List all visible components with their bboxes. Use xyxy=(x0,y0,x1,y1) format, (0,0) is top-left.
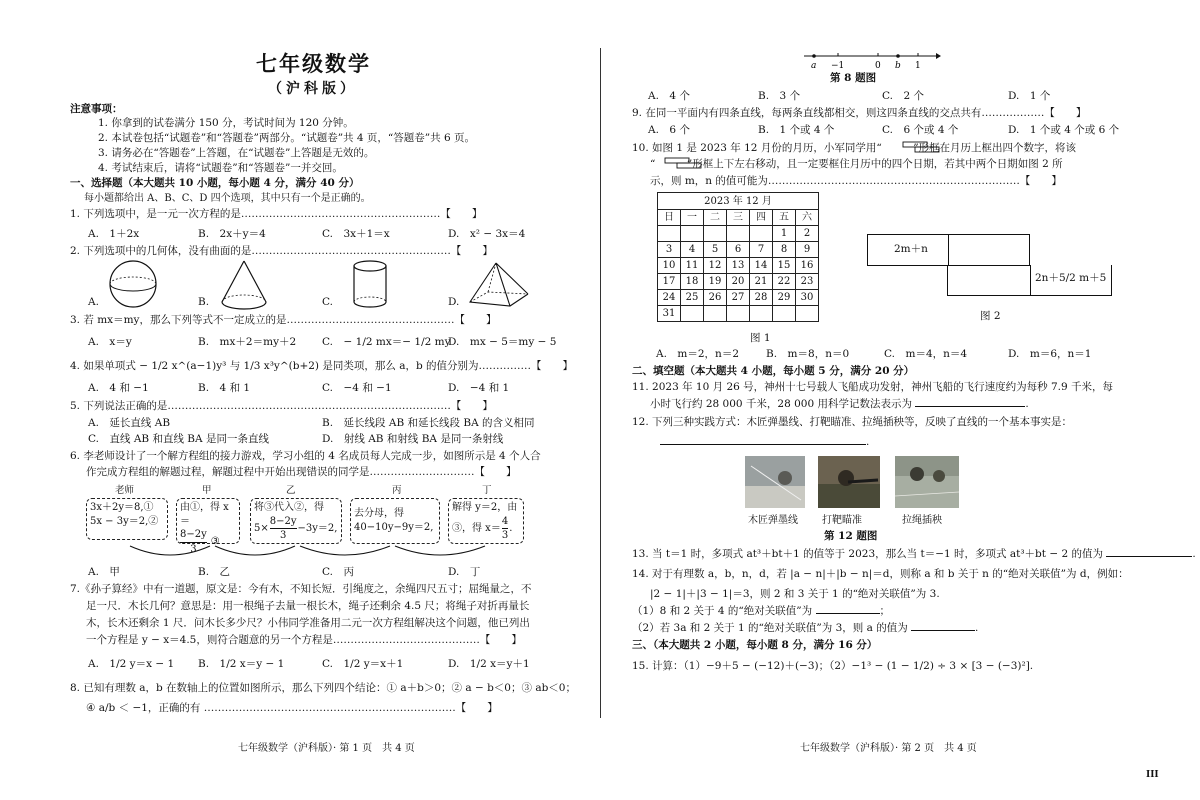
relay-arcs xyxy=(120,542,520,564)
q9-option-c: C. 6 个或 4 个 xyxy=(882,124,959,136)
teacher-eq-1: 3x＋2y＝8,① xyxy=(90,502,154,513)
q5-option-b: B. 延长线段 AB 和延长线段 BA 的含义相同 xyxy=(322,417,535,429)
bing-box xyxy=(350,498,440,544)
calendar-day: 10 xyxy=(658,258,681,274)
section-2-heading: 二、填空题（本大题共 4 小题，每小题 5 分，满分 20 分） xyxy=(632,365,915,377)
q1-option-a: A. 1＋2x xyxy=(88,228,140,240)
yi-factor: 5× xyxy=(254,522,269,534)
nl-label-minus1: −1 xyxy=(831,61,845,70)
calendar-day: 15 xyxy=(773,258,796,274)
teacher-box xyxy=(86,498,168,540)
calendar-day: 13 xyxy=(727,258,750,274)
q4-option-b: B. 4 和 1 xyxy=(198,382,251,394)
weekday: 一 xyxy=(681,210,704,226)
frame-shape-icon-2 xyxy=(664,157,704,169)
calendar-day xyxy=(681,226,704,242)
q2-option-b: B. xyxy=(198,296,210,308)
question-14-part-1: （1）8 和 2 关于 4 的“绝对关联值”为 ； xyxy=(632,605,890,617)
teacher-eq-2: 5x − 3y＝2,② xyxy=(90,515,159,527)
q11-answer-blank[interactable] xyxy=(915,406,1025,407)
fig2-cell-bottom-right xyxy=(1029,265,1112,296)
q2-option-a: A. xyxy=(88,296,99,308)
calendar-day xyxy=(727,226,750,242)
calendar-day: 26 xyxy=(704,290,727,306)
notice-4: 4. 考试结束后，请将“试题卷”和“答题卷”一并交回。 xyxy=(98,162,343,174)
question-11-line-2: 小时飞行约 28 000 千米，28 000 用科学记数法表示为 . xyxy=(650,398,1029,410)
calendar-day: 4 xyxy=(681,242,704,258)
calendar-week-row xyxy=(658,242,819,258)
calendar-day: 1 xyxy=(773,226,796,242)
q10-option-b: B. m＝8，n＝0 xyxy=(766,348,850,360)
ding-box xyxy=(448,498,524,544)
q7-option-a: A. 1/2 y＝x − 1 xyxy=(88,658,175,670)
label-jia: 甲 xyxy=(202,485,212,496)
calendar-day xyxy=(681,306,704,322)
q7-option-b: B. 1/2 x＝y − 1 xyxy=(198,658,285,670)
q10-option-c: C. m＝4，n＝4 xyxy=(884,348,968,360)
q4-option-d: D. −4 和 1 xyxy=(448,382,510,394)
q3-option-b: B. mx＋2＝my＋2 xyxy=(198,336,297,348)
yi-box xyxy=(250,498,342,544)
q6-option-d: D. 丁 xyxy=(448,566,481,578)
q9-option-b: B. 1 个或 4 个 xyxy=(758,124,835,136)
label-bing: 丙 xyxy=(392,485,402,496)
calendar-day: 21 xyxy=(750,274,773,290)
question-14-part-2: （2）若 3a 和 2 关于 1 的“绝对关联值”为 3，则 a 的值为 . xyxy=(632,622,979,634)
fig-8-caption: 第 8 题图 xyxy=(830,72,877,84)
q14-part-1-blank[interactable] xyxy=(816,613,880,614)
calendar-day xyxy=(704,226,727,242)
calendar-day xyxy=(727,306,750,322)
calendar-day: 9 xyxy=(796,242,819,258)
calendar-day: 23 xyxy=(796,274,819,290)
bing-eq: 40−10y−9y＝2, xyxy=(354,521,434,533)
label-yi: 乙 xyxy=(286,485,296,496)
calendar-day: 14 xyxy=(750,258,773,274)
notice-3: 3. 请务必在“答题卷”上答题，在“试题卷”上答题是无效的。 xyxy=(98,147,375,159)
q3-option-c: C. − 1/2 mx＝− 1/2 my xyxy=(322,336,451,348)
fig-1-caption: 图 1 xyxy=(750,332,771,344)
q10-option-d: D. m＝6，n＝1 xyxy=(1008,348,1092,360)
frame-shape-icon xyxy=(902,141,942,153)
q9-option-a: A. 6 个 xyxy=(648,124,690,136)
calendar-december-2023 xyxy=(657,192,819,322)
section-3-heading: 三、（本大题共 2 小题，每小题 8 分，满分 16 分） xyxy=(632,639,878,651)
exam-title: 七年级数学 xyxy=(256,51,371,76)
yi-tail: −3y＝2, xyxy=(297,522,338,534)
label-ding: 丁 xyxy=(482,485,492,496)
fig2-cell-top-left xyxy=(867,234,949,266)
photo-carpenter-line xyxy=(745,456,805,508)
q12-answer-blank-row: . xyxy=(660,436,869,450)
weekday: 六 xyxy=(796,210,819,226)
fig2-cell-top-right xyxy=(947,234,1030,266)
exam-subtitle: （沪科版） xyxy=(268,81,358,97)
question-7-line-4: 一个方程是 y − x＝4.5，则符合题意的另一个方程是……………………………………【 】 xyxy=(86,634,522,646)
section-1-hint: 每小题都给出 A、B、C、D 四个选项，其中只有一个是正确的。 xyxy=(84,193,371,204)
fig-12-caption: 第 12 题图 xyxy=(824,530,878,542)
q6-option-a: A. 甲 xyxy=(88,566,120,578)
q5-option-c: C. 直线 AB 和直线 BA 是同一条直线 xyxy=(88,433,269,445)
ding-numerator: 4 xyxy=(502,515,508,530)
ding-result: ③，得 x＝ xyxy=(452,522,501,534)
question-7-line-2: 足一尺．木长几何？意思是：用一根绳子去量一根长木，绳子还剩余 4.5 尺；将绳子对折再量长 xyxy=(86,600,530,612)
page-divider xyxy=(600,48,601,718)
q8-option-c: C. 2 个 xyxy=(882,90,925,102)
calendar-day: 2 xyxy=(796,226,819,242)
calendar-day: 28 xyxy=(750,290,773,306)
nl-label-a: a xyxy=(811,61,817,70)
photo-caption-3: 拉绳插秧 xyxy=(902,515,942,526)
question-4: 4. 如果单项式 − 1/2 x^(a−1)y³ 与 1/3 x³y^(b+2) 是同类项，那么 a，b 的值分别为……………【 】 xyxy=(70,360,574,372)
q2-option-d: D. xyxy=(448,296,460,308)
q8-option-d: D. 1 个 xyxy=(1008,90,1051,102)
q13-answer-blank[interactable] xyxy=(1106,556,1192,557)
yi-step-text: 将③代入②，得 xyxy=(254,502,324,513)
ding-denominator: 3 xyxy=(501,530,509,541)
weekday: 日 xyxy=(658,210,681,226)
calendar-week-row xyxy=(658,226,819,242)
calendar-days xyxy=(658,226,819,322)
question-10-line-2: “ ”形框上下左右移动，且一定要框住月历中的四个日期，若其中两个日期如图 2 所 xyxy=(650,158,1063,170)
calendar-week-row xyxy=(658,306,819,322)
question-10-line-3: 示，则 m，n 的值可能为………………………………………………………………【 】 xyxy=(650,175,1062,187)
calendar-day: 5 xyxy=(704,242,727,258)
label-teacher: 老师 xyxy=(115,485,135,496)
yi-denominator: 3 xyxy=(279,530,287,541)
fig2-expression-2: 2n＋5/2 m＋5 xyxy=(1035,272,1107,284)
fig-2-caption: 图 2 xyxy=(980,310,1001,322)
calendar-day: 8 xyxy=(773,242,796,258)
q14-part-2-text: （2）若 3a 和 2 关于 1 的“绝对关联值”为 3，则 a 的值为 xyxy=(632,622,908,634)
calendar-title: 2023 年 12 月 xyxy=(658,193,819,210)
calendar-day: 3 xyxy=(658,242,681,258)
calendar-day xyxy=(773,306,796,322)
q9-option-d: D. 1 个或 4 个或 6 个 xyxy=(1008,124,1120,136)
calendar-day: 30 xyxy=(796,290,819,306)
q5-option-a: A. 延长直线 AB xyxy=(88,417,171,429)
weekday: 五 xyxy=(773,210,796,226)
question-8-line-1: 8. 已知有理数 a，b 在数轴上的位置如图所示，那么下列四个结论：① a＋b＞0；② a − b＜0；③ ab＜0； xyxy=(70,682,576,694)
question-5: 5. 下列说法正确的是………………………………………………………………………【 】 xyxy=(70,400,493,412)
nl-label-1: 1 xyxy=(915,61,921,70)
q6-option-c: C. 丙 xyxy=(322,566,354,578)
jia-box xyxy=(176,498,240,555)
calendar-day: 20 xyxy=(727,274,750,290)
notice-2: 2. 本试卷包括“试题卷”和“答题卷”两部分。“试题卷”共 4 页，“答题卷”共 6 页。 xyxy=(98,132,476,144)
nl-label-0: 0 xyxy=(875,61,881,70)
jia-step-text: 由①，得 x＝ xyxy=(180,502,229,527)
photo-target-aiming xyxy=(818,456,880,508)
q7-option-d: D. 1/2 x＝y＋1 xyxy=(448,658,530,670)
question-2: 2. 下列选项中的几何体，没有曲面的是…………………………………………………【 】 xyxy=(70,245,493,257)
jia-denominator: 3 xyxy=(190,543,197,555)
q1-option-d: D. x² − 3x＝4 xyxy=(448,228,526,240)
question-15: 15. 计算：（1）−9＋5 − (−12)＋(−3)；（2）−1³ − (1 − 1/2) ÷ 3 × [3 − (−3)²]. xyxy=(632,660,1034,672)
notice-1: 1. 你拿到的试卷满分 150 分，考试时间为 120 分钟。 xyxy=(98,117,354,129)
calendar-day: 16 xyxy=(796,258,819,274)
q4-option-c: C. −4 和 −1 xyxy=(322,382,392,394)
calendar-day: 7 xyxy=(750,242,773,258)
calendar-day: 12 xyxy=(704,258,727,274)
number-line xyxy=(802,48,942,70)
calendar-day: 22 xyxy=(773,274,796,290)
photo-caption-2: 打靶瞄准 xyxy=(822,515,862,526)
question-9: 9. 在同一平面内有四条直线，每两条直线都相交，则这四条直线的交点共有………………【 】 xyxy=(632,107,1087,119)
nl-label-b: b xyxy=(895,61,901,70)
yi-numerator: 8−2y xyxy=(270,515,297,530)
q12-answer-blank[interactable] xyxy=(660,444,866,445)
q14-part-2-blank[interactable] xyxy=(911,630,975,631)
question-6-line-2: 作完成方程组的解题过程，解题过程中开始出现错误的同学是…………………………【 】 xyxy=(86,466,517,478)
calendar-day xyxy=(750,226,773,242)
notice-heading: 注意事项： xyxy=(70,103,123,115)
calendar-day xyxy=(796,306,819,322)
weekday: 三 xyxy=(727,210,750,226)
q11-text: 小时飞行约 28 000 千米，28 000 用科学记数法表示为 xyxy=(650,398,912,410)
calendar-day xyxy=(704,306,727,322)
pyramid-figure xyxy=(466,260,532,310)
sphere-figure xyxy=(108,258,158,310)
cylinder-figure xyxy=(350,258,390,312)
corner-mark: III xyxy=(1146,770,1159,780)
calendar-week-row xyxy=(658,290,819,306)
calendar-day: 18 xyxy=(681,274,704,290)
calendar-day: 27 xyxy=(727,290,750,306)
jia-label: ③ xyxy=(210,536,220,548)
calendar-day: 31 xyxy=(658,306,681,322)
page-2-footer: 七年级数学（沪科版）· 第 2 页 共 4 页 xyxy=(800,743,977,754)
photo-rope-planting xyxy=(895,456,959,508)
calendar-day: 25 xyxy=(681,290,704,306)
calendar-day: 17 xyxy=(658,274,681,290)
calendar-week-row xyxy=(658,258,819,274)
q4-option-a: A. 4 和 −1 xyxy=(88,382,149,394)
weekday: 四 xyxy=(750,210,773,226)
question-13: 13. 当 t＝1 时，多项式 at³＋bt＋1 的值等于 2023，那么当 t＝−1 时，多项式 at³＋bt − 2 的值为 . xyxy=(632,548,1196,560)
cone-figure xyxy=(218,258,270,312)
question-14-line-2: |2 − 1|＋|3 − 1|＝3，则 2 和 3 关于 1 的“绝对关联值”为 3. xyxy=(650,588,940,600)
calendar-day xyxy=(658,226,681,242)
exam-page-2 xyxy=(602,0,1200,800)
question-7-line-3: 木，长木还剩余 1 尺．问木长多少尺？小伟同学准备用二元一次方程组解决这个问题，他已列出 xyxy=(86,617,530,629)
question-14-line-1: 14. 对于有理数 a，b，n，d，若 |a − n|＋|b − n|＝d，则称 a 和 b 关于 n 的“绝对关联值”为 d，例如： xyxy=(632,568,1129,580)
fig2-expression-1: 2m＋n xyxy=(894,243,928,255)
calendar-day xyxy=(750,306,773,322)
q3-option-d: D. mx − 5＝my − 5 xyxy=(448,336,557,348)
question-10-line-1: 10. 如图 1 是 2023 年 12 月份的月历，小军同学用“ ”形框在月历上框出四个数字，将该 xyxy=(632,142,1077,154)
q2-option-c: C. xyxy=(322,296,333,308)
question-6-line-1: 6. 李老师设计了一个解方程组的接力游戏，学习小组的 4 名成员每人完成一步，如图所示是 4 个人合 xyxy=(70,450,541,462)
q6-option-b: B. 乙 xyxy=(198,566,231,578)
calendar-day: 24 xyxy=(658,290,681,306)
calendar-day: 6 xyxy=(727,242,750,258)
question-7-line-1: 7.《孙子算经》中有一道题，原文是：今有木，不知长短．引绳度之，余绳四尺五寸；屈绳量之，不 xyxy=(70,583,532,595)
fig2-cell-bottom-left xyxy=(947,265,1031,296)
question-1: 1. 下列选项中，是一元一次方程的是…………………………………………………【 】 xyxy=(70,208,483,220)
question-3: 3. 若 mx＝my，那么下列等式不一定成立的是…………………………………………【 】 xyxy=(70,314,497,326)
calendar-day: 19 xyxy=(704,274,727,290)
photo-caption-1: 木匠弹墨线 xyxy=(748,515,798,526)
q1-option-c: C. 3x＋1＝x xyxy=(322,228,390,240)
question-12-line-1: 12. 下列三种实践方式：木匠弹墨线、打靶瞄准、拉绳插秧等，反映了直线的一个基本事实是： xyxy=(632,416,1073,428)
calendar-day: 11 xyxy=(681,258,704,274)
ding-step-text: 解得 y＝2，由 xyxy=(452,502,518,513)
q1-option-b: B. 2x＋y＝4 xyxy=(198,228,266,240)
q7-option-c: C. 1/2 y＝x＋1 xyxy=(322,658,404,670)
weekday: 二 xyxy=(704,210,727,226)
jia-numerator: 8−2y xyxy=(180,528,207,543)
calendar-day: 29 xyxy=(773,290,796,306)
q8-option-a: A. 4 个 xyxy=(648,90,690,102)
question-8-line-2: ④ a/b ＜ −1，正确的有 ………………………………………………………………【 】 xyxy=(86,702,498,714)
q14-part-1-text: （1）8 和 2 关于 4 的“绝对关联值”为 xyxy=(632,605,813,617)
q3-option-a: A. x＝y xyxy=(88,336,132,348)
page-1-footer: 七年级数学（沪科版）· 第 1 页 共 4 页 xyxy=(238,743,415,754)
question-11-line-1: 11. 2023 年 10 月 26 号，神州十七号载人飞船成功发射，神州飞船的飞行速度约为每秒 7.9 千米，每 xyxy=(632,381,1114,393)
ding-period: . xyxy=(509,522,513,534)
q5-option-d: D. 射线 AB 和射线 BA 是同一条射线 xyxy=(322,433,504,445)
q8-option-b: B. 3 个 xyxy=(758,90,801,102)
section-1-heading: 一、选择题（本大题共 10 小题，每小题 4 分，满分 40 分） xyxy=(70,177,360,189)
q10-option-a: A. m＝2，n＝2 xyxy=(656,348,740,360)
bing-step-text: 去分母，得 xyxy=(354,508,404,519)
calendar-week-row xyxy=(658,274,819,290)
q13-text: 13. 当 t＝1 时，多项式 at³＋bt＋1 的值等于 2023，那么当 t＝−1 时，多项式 at³＋bt − 2 的值为 xyxy=(632,548,1103,560)
